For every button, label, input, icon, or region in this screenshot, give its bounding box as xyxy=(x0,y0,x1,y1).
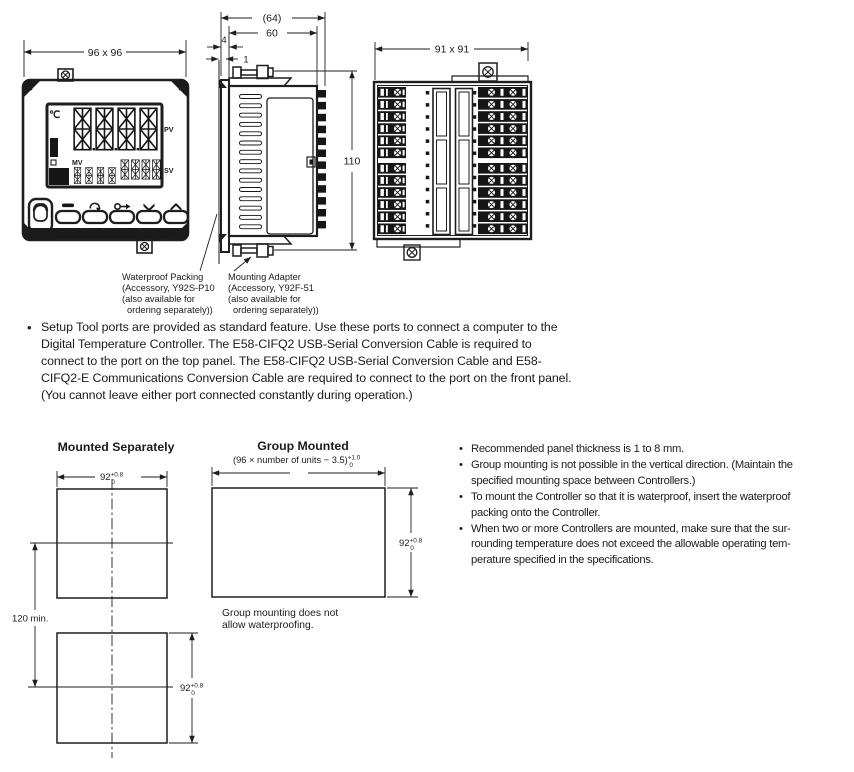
mode-key xyxy=(83,211,107,223)
note-bullet: • xyxy=(459,491,463,504)
top-mounting-adapter xyxy=(229,66,291,87)
group-caption xyxy=(222,608,338,631)
note-line: CIFQ2-E Communications Conversion Cable are required to connect to the port on the front panel. xyxy=(41,371,572,385)
center-connectors xyxy=(428,89,475,235)
separate-cutout xyxy=(12,471,204,758)
level-key xyxy=(56,211,80,223)
status-bar-block xyxy=(50,138,58,157)
side-view xyxy=(206,12,361,264)
adapter-leader-line xyxy=(234,257,251,271)
mounting-note xyxy=(458,458,852,489)
svg-text:(Accessory, Y92F-51: (Accessory, Y92F-51 xyxy=(228,283,314,293)
mounting-note xyxy=(458,442,852,457)
right-terminal-block xyxy=(478,87,528,234)
note-line: Recommended panel thickness is 1 to 8 mm. xyxy=(471,443,684,455)
dimension-drawings xyxy=(0,0,854,320)
shift-key xyxy=(110,211,134,223)
note-line: Setup Tool ports are provided as standard feature. Use these ports to connect a computer to the xyxy=(41,320,558,334)
bottom-mounting-adapter xyxy=(229,236,291,257)
svg-text:Mounting Adapter: Mounting Adapter xyxy=(228,272,301,282)
note-line: Digital Temperature Controller. The E58-CIFQ2 USB-Serial Conversion Cable is required to xyxy=(41,337,532,351)
back-bottom-screw xyxy=(377,239,460,260)
front-display xyxy=(47,104,174,187)
side-body xyxy=(229,86,317,236)
side-dim-body: 60 xyxy=(266,27,278,40)
front-bottom-screw xyxy=(137,240,152,253)
note-line: perature specified in the specifications. xyxy=(471,553,654,566)
back-view xyxy=(374,42,531,260)
side-dim-bezel: 4 xyxy=(221,35,227,46)
mv-label: MV xyxy=(72,160,83,167)
side-bezel xyxy=(221,80,229,252)
brand-bar xyxy=(26,228,186,239)
separate-width-dim: $92^{+0.8}$ 0 xyxy=(100,471,124,486)
separate-spacing-dim: 120 min. xyxy=(12,613,49,625)
mounting-adapter-label xyxy=(228,272,319,315)
back-top-screw xyxy=(452,63,528,82)
status-square xyxy=(51,160,56,165)
left-terminal-block xyxy=(378,87,406,234)
note-line: connect to the port on the top panel. The E58-CIFQ2 USB-Serial Conversion Cable and E58- xyxy=(41,354,542,368)
brand-logo: omron xyxy=(31,229,57,239)
svg-text:(Accessory, Y92S-P10: (Accessory, Y92S-P10 xyxy=(122,283,215,293)
terminal-teeth xyxy=(318,90,327,228)
group-height-dim: $92^{+0.8}$ 0 xyxy=(399,537,423,552)
level-key-icon xyxy=(62,204,74,208)
note-bullet: • xyxy=(27,320,32,335)
svg-text:allow waterproofing.: allow waterproofing. xyxy=(222,620,314,631)
waterproof-packing-label xyxy=(122,272,215,315)
celsius-indicator: ℃ xyxy=(49,110,61,121)
mounting-notes xyxy=(458,442,852,569)
side-dim-height: 110 xyxy=(343,155,361,168)
mounting-note xyxy=(458,522,852,568)
side-vents xyxy=(240,95,262,229)
sv-label: SV xyxy=(164,166,174,175)
up-key-icon xyxy=(171,203,182,211)
front-dim-label: 96 x 96 xyxy=(87,47,123,59)
side-dim-total: (64) xyxy=(262,12,282,25)
panel-cutout-drawing xyxy=(0,430,455,772)
key-buttons xyxy=(56,211,188,223)
pv-label: PV xyxy=(164,125,174,134)
group-cutout xyxy=(212,467,423,631)
svg-text:Waterproof Packing: Waterproof Packing xyxy=(122,272,204,282)
svg-text:Group mounting does not: Group mounting does not xyxy=(222,608,339,619)
note-bullet: • xyxy=(459,459,463,472)
group-formula: (96 × number of units − 3.5)$^{+1.0}$ 0 xyxy=(233,454,361,469)
up-key xyxy=(164,211,188,223)
side-dim-lip: 1 xyxy=(243,54,249,66)
setup-tool-note xyxy=(27,319,571,404)
note-line: packing onto the Controller. xyxy=(471,506,601,519)
group-title: Group Mounted xyxy=(257,439,349,453)
back-dim-label: 91 x 91 xyxy=(434,43,470,56)
front-width-dimension xyxy=(24,40,186,77)
down-key xyxy=(137,211,161,223)
mounting-note xyxy=(458,490,852,521)
note-line: Group mounting is not possible in the vertical direction. (Maintain the xyxy=(471,459,793,472)
usb-port-cover xyxy=(29,199,52,232)
waterproof-leader-line xyxy=(200,214,217,271)
status-block xyxy=(49,168,69,185)
note-bullet: • xyxy=(459,443,463,455)
horizontal-centerlines xyxy=(28,543,173,687)
shift-key-icon xyxy=(115,204,131,209)
back-dimension xyxy=(375,42,528,80)
group-cutout-rect xyxy=(212,488,385,597)
svg-text:(also available for: (also available for xyxy=(228,294,301,304)
note-line: (You cannot leave either port connected constantly during operation.) xyxy=(41,388,413,402)
note-line: To mount the Controller so that it is waterproof, insert the waterproof xyxy=(471,491,791,504)
note-line: When two or more Controllers are mounted, make sure that the sur- xyxy=(471,523,791,536)
model-label: E5AC xyxy=(157,229,177,239)
note-bullet: • xyxy=(459,523,463,536)
separate-height-dim: $92^{+0.8}$ 0 xyxy=(180,682,204,697)
svg-text:ordering separately)): ordering separately)) xyxy=(233,305,319,315)
front-view xyxy=(23,40,188,253)
svg-text:ordering separately)): ordering separately)) xyxy=(127,305,213,315)
separate-title: Mounted Separately xyxy=(57,440,175,454)
side-recess xyxy=(267,98,313,234)
note-line: specified mounting space between Controllers.) xyxy=(471,474,696,487)
svg-text:(also available for: (also available for xyxy=(122,294,195,304)
note-line: rounding temperature does not exceed the allowable operating tem- xyxy=(471,538,791,551)
